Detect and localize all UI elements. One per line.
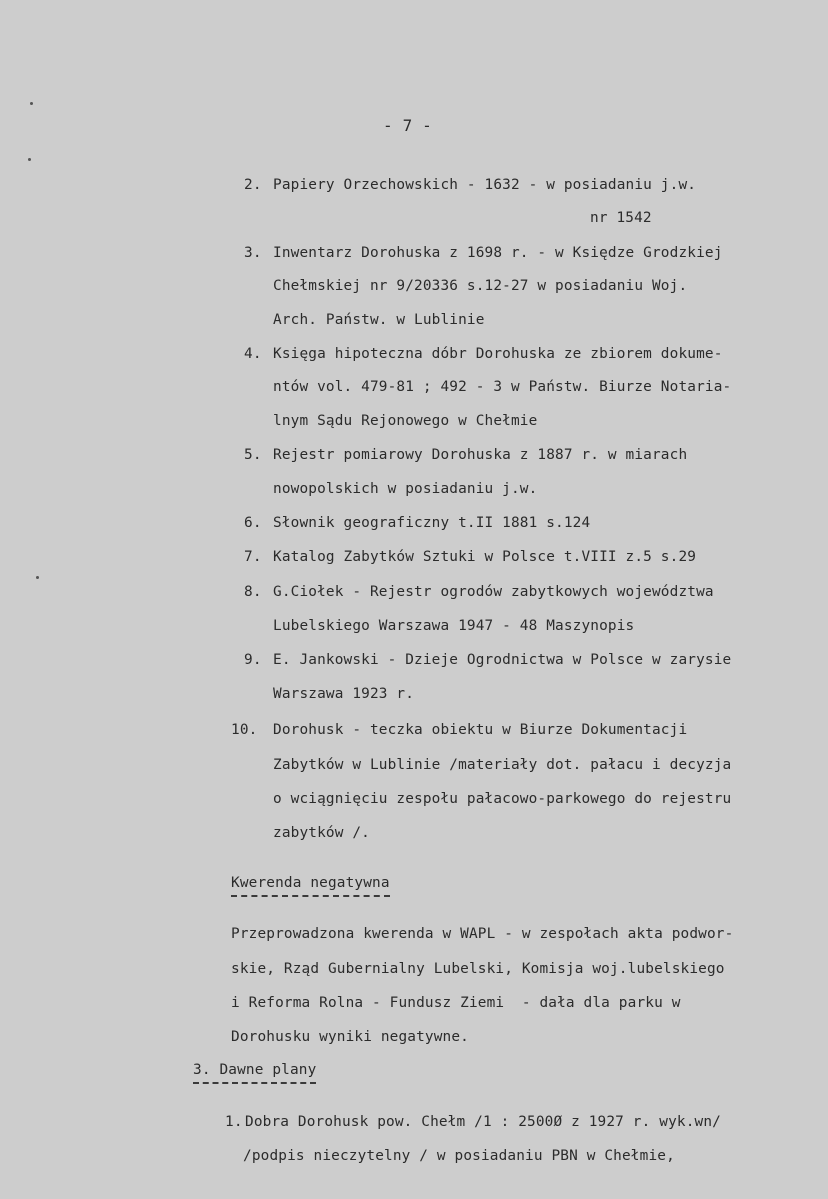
scan-speck	[36, 576, 39, 579]
scan-speck	[28, 158, 31, 161]
source-item-6-line-1: Słownik geograficzny t.II 1881 s.124	[273, 515, 591, 531]
source-item-8-line-2: Lubelskiego Warszawa 1947 - 48 Maszynopis	[273, 618, 635, 634]
plan-item-1-line-1: Dobra Dorohusk pow. Chełm /1 : 2500Ø z 1927 r. wyk.wn/	[245, 1114, 721, 1130]
source-item-5-line-2: nowopolskich w posiadaniu j.w.	[273, 481, 538, 497]
page-number: - 7 -	[383, 116, 432, 135]
source-item-9-line-1: E. Jankowski - Dzieje Ogrodnictwa w Polsce w zarysie	[273, 652, 732, 668]
source-item-2-line-1: Papiery Orzechowskich - 1632 - w posiadaniu j.w.	[273, 177, 697, 193]
kwerenda-line-1: Przeprowadzona kwerenda w WAPL - w zespołach akta podwor-	[231, 926, 734, 942]
source-item-9-number: 9.	[244, 652, 262, 668]
source-item-4-line-3: lnym Sądu Rejonowego w Chełmie	[273, 413, 538, 429]
source-item-3-line-1: Inwentarz Dorohuska z 1698 r. - w Księdze Grodzkiej	[273, 245, 723, 261]
source-item-8-line-1: G.Ciołek - Rejestr ogrodów zabytkowych województwa	[273, 584, 714, 600]
source-item-10-line-4: zabytków /.	[273, 825, 370, 841]
plan-item-1-line-2: /podpis nieczytelny / w posiadaniu PBN w Chełmie,	[243, 1148, 675, 1164]
source-item-3-number: 3.	[244, 245, 262, 261]
kwerenda-line-2: skie, Rząd Gubernialny Lubelski, Komisja woj.lubelskiego	[231, 961, 725, 977]
source-item-2-number: 2.	[244, 177, 262, 193]
source-item-10-line-2: Zabytków w Lublinie /materiały dot. pałacu i decyzja	[273, 757, 732, 773]
source-item-5-line-1: Rejestr pomiarowy Dorohuska z 1887 r. w miarach	[273, 447, 688, 463]
scan-speck	[30, 102, 33, 105]
source-item-7-number: 7.	[244, 549, 262, 565]
source-item-8-number: 8.	[244, 584, 262, 600]
source-item-2-line-2: nr 1542	[590, 210, 652, 226]
kwerenda-heading: Kwerenda negatywna	[231, 874, 390, 897]
source-item-6-number: 6.	[244, 515, 262, 531]
source-item-7-line-1: Katalog Zabytków Sztuki w Polsce t.VIII z.5 s.29	[273, 549, 697, 565]
kwerenda-line-4: Dorohusku wyniki negatywne.	[231, 1029, 469, 1045]
source-item-5-number: 5.	[244, 447, 262, 463]
plans-heading: 3. Dawne plany	[193, 1061, 316, 1084]
source-item-3-line-3: Arch. Państw. w Lublinie	[273, 312, 485, 328]
source-item-4-line-2: ntów vol. 479-81 ; 492 - 3 w Państw. Biurze Notaria-	[273, 379, 732, 395]
source-item-9-line-2: Warszawa 1923 r.	[273, 686, 415, 702]
source-item-10-line-3: o wciągnięciu zespołu pałacowo-parkowego do rejestru	[273, 791, 732, 807]
source-item-10-line-1: Dorohusk - teczka obiektu w Biurze Dokumentacji	[273, 722, 688, 738]
source-item-3-line-2: Chełmskiej nr 9/20336 s.12-27 w posiadaniu Woj.	[273, 278, 688, 294]
plan-item-1-number: 1.	[225, 1114, 243, 1130]
source-item-10-number: 10.	[231, 722, 258, 738]
source-item-4-number: 4.	[244, 346, 262, 362]
kwerenda-line-3: i Reforma Rolna - Fundusz Ziemi - dała dla parku w	[231, 995, 681, 1011]
source-item-4-line-1: Księga hipoteczna dóbr Dorohuska ze zbiorem dokume-	[273, 346, 723, 362]
